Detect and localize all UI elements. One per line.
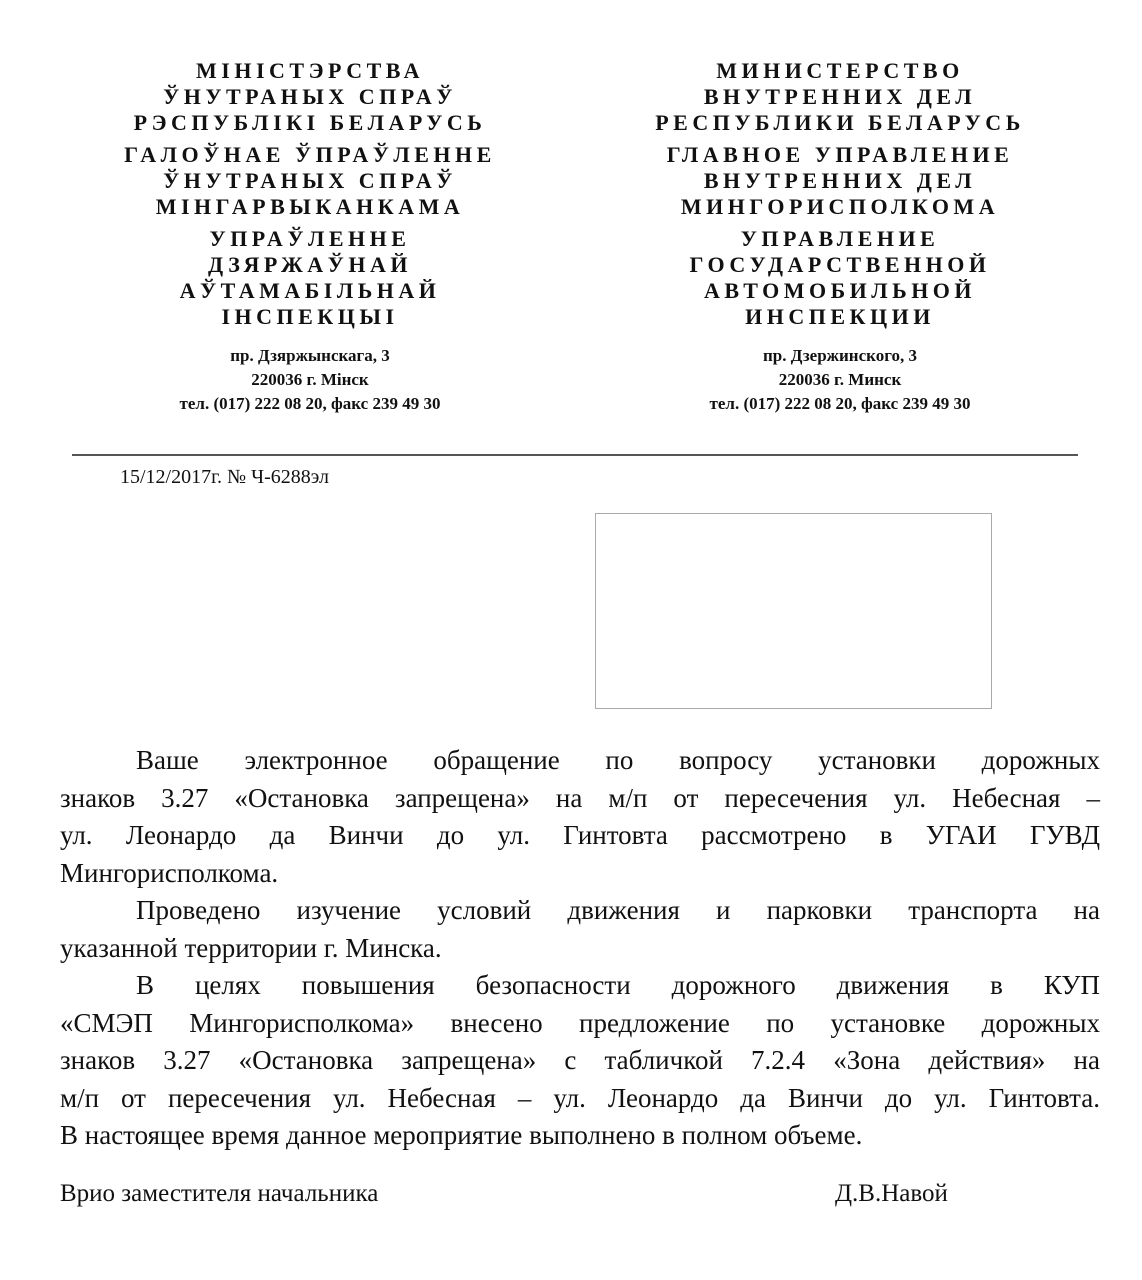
header-line: ИНСПЕКЦИИ [745,304,935,329]
header-line: ЎНУТРАНЫХ СПРАЎ [163,84,457,109]
header-line: МІНГАРВЫКАНКАМА [155,194,465,219]
header-line: ВНУТРЕННИХ ДЕЛ [703,84,977,109]
header-line: ГАЛОЎНАЕ ЎПРАЎЛЕННЕ [124,142,496,167]
main-department-block [620,142,1060,220]
text-line: Проведено изучение условий движения и парковки транспорта на [136,895,1100,925]
header-line: ЎНУТРАНЫХ СПРАЎ [163,168,457,193]
header-line: ГЛАВНОЕ УПРАВЛЕНИЕ [666,142,1014,167]
header-line: УПРАВЛЕНИЕ [740,226,940,251]
address [90,344,530,416]
header-line: ДЗЯРЖАЎНАЙ [208,252,412,277]
address-phone: тел. (017) 222 08 20, факс 239 49 30 [709,394,971,413]
addressee-box [595,513,992,709]
header-line: ГОСУДАРСТВЕННОЙ [689,252,991,277]
text-line: указанной территории г. Минска. [60,932,442,963]
text-line: «СМЭП Мингорисполкома» внесено предложение по установке дорожных [60,1007,1100,1038]
letterhead-russian [620,58,1060,416]
registration-number: 15/12/2017г. № Ч-6288эл [120,466,330,488]
ministry-block [620,58,1060,136]
header-line: РЭСПУБЛІКІ БЕЛАРУСЬ [133,110,487,135]
address-city: 220036 г. Минск [778,370,902,389]
signatory-position: Врио заместителя начальника [60,1180,379,1207]
header-line: АЎТАМАБІЛЬНАЙ [179,278,441,303]
text-line: Ваше электронное обращение по вопросу установки дорожных [136,745,1100,775]
letter-body [60,742,1100,1155]
address-city: 220036 г. Мінск [251,370,369,389]
address [620,344,1060,416]
signatory-name: Д.В.Навой [835,1180,948,1207]
text-line: знаков 3.27 «Остановка запрещена» на м/п от пересечения ул. Небесная – [60,782,1100,813]
header-line: ІНСПЕКЦЫІ [221,304,399,329]
text-line: ул. Леонардо да Винчи до ул. Гинтовта рассмотрено в УГАИ ГУВД [60,820,1100,850]
header-line: МИНГОРИСПОЛКОМА [680,194,1000,219]
paragraph [60,967,1100,1155]
ministry-block [90,58,530,136]
header-line: ВНУТРЕННИХ ДЕЛ [703,168,977,193]
header-line: МИНИСТЕРСТВО [716,58,964,83]
header-line: АВТОМОБИЛЬНОЙ [703,278,977,303]
paragraph [60,892,1100,967]
text-line: Мингорисполкома. [60,857,279,888]
letterhead-belarusian [90,58,530,416]
text-line: м/п от пересечения ул. Небесная – ул. Леонардо да Винчи до ул. Гинтовта. [60,1082,1100,1113]
text-line: знаков 3.27 «Остановка запрещена» с табличкой 7.2.4 «Зона действия» на [60,1045,1100,1075]
main-department-block [90,142,530,220]
header-divider [72,454,1078,456]
header-line: УПРАЎЛЕННЕ [209,226,411,251]
paragraph [60,742,1100,892]
address-street: пр. Дзержинского, 3 [762,346,918,365]
text-line: В настоящее время данное мероприятие выполнено в полном объеме. [60,1120,863,1150]
address-street: пр. Дзяржынскага, 3 [230,346,390,365]
header-line: МІНІСТЭРСТВА [196,58,424,83]
text-line: В целях повышения безопасности дорожного движения в КУП [136,970,1100,1000]
address-phone: тел. (017) 222 08 20, факс 239 49 30 [179,394,441,413]
header-line: РЕСПУБЛИКИ БЕЛАРУСЬ [655,110,1025,135]
inspection-block [620,226,1060,330]
inspection-block [90,226,530,330]
